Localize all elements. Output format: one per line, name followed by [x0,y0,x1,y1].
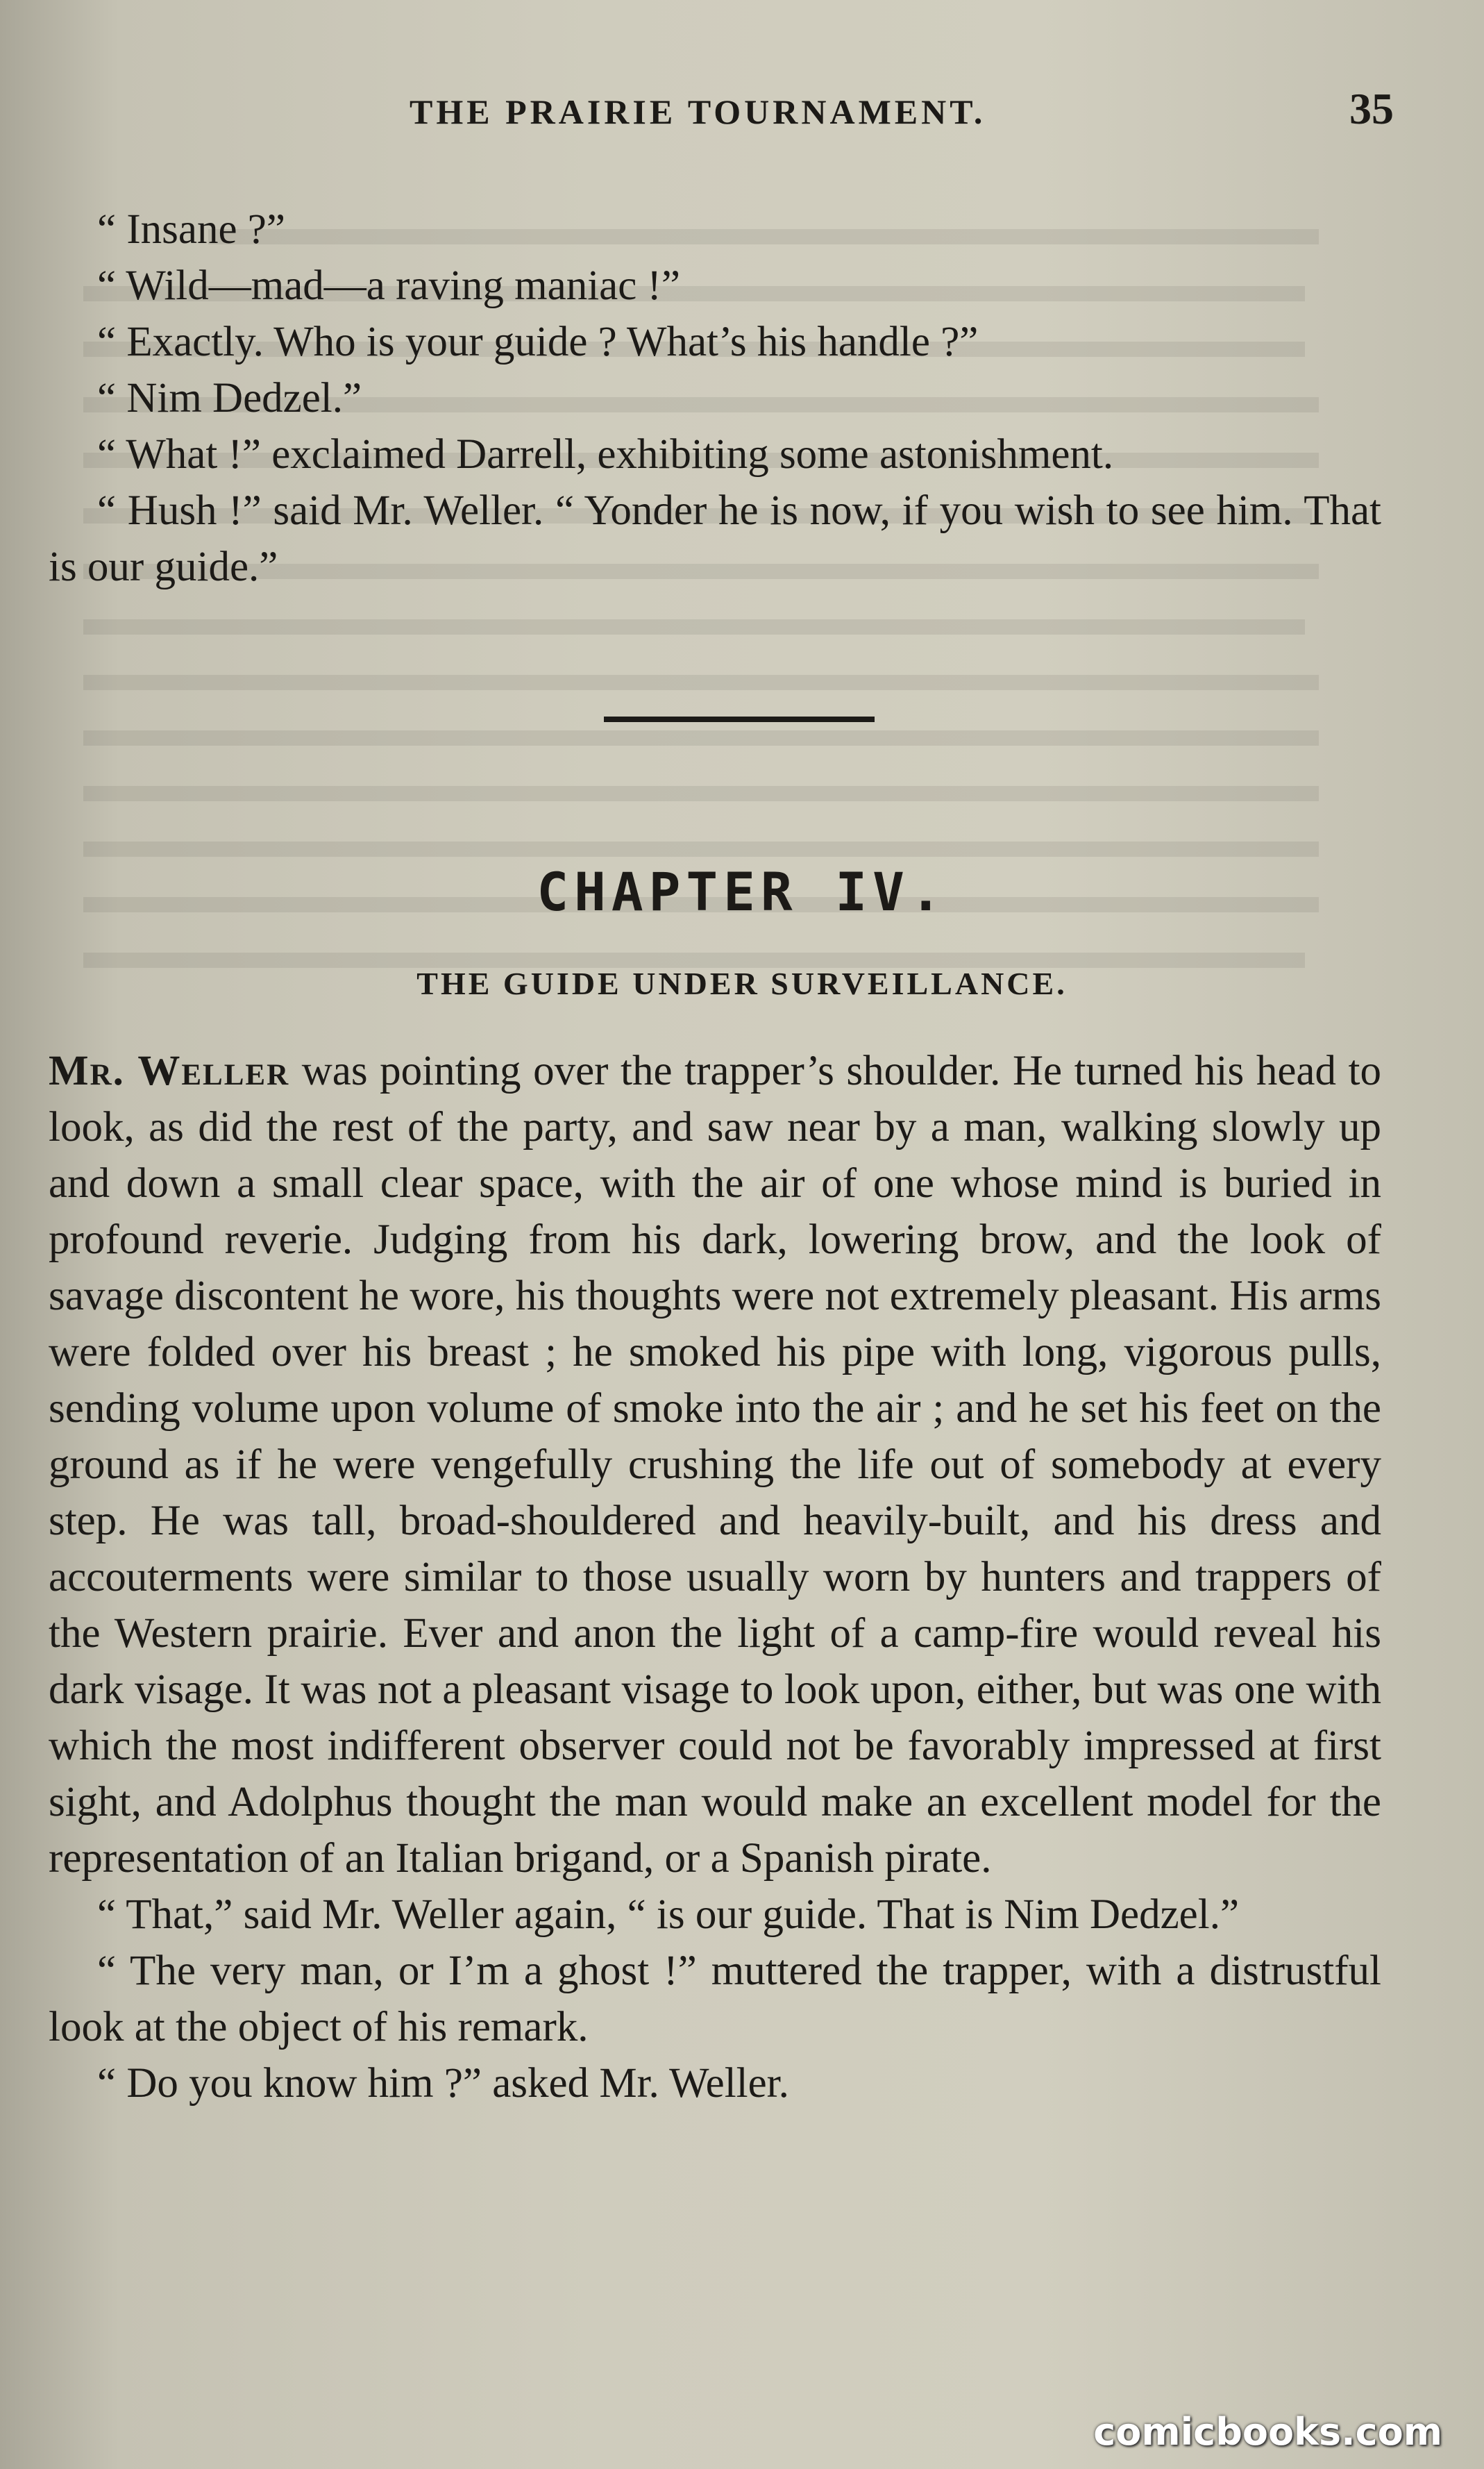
dialogue-line: “ What !” exclaimed Darrell, exhibiting some astonishment. [97,431,1114,478]
running-head [49,83,1394,146]
opening-dialogue [49,201,1381,595]
page-number: 35 [1349,84,1394,133]
first-paragraph [49,1043,1381,1886]
chapter-subtitle: THE GUIDE UNDER SURVEILLANCE. [416,966,1068,1001]
dialogue-line: “ Exactly. Who is your guide ? What’s his handle ?” [97,319,979,365]
section-divider [604,717,875,722]
dialogue-line: “ Wild—mad—a raving maniac !” [97,262,680,309]
dialogue-line: “ That,” said Mr. Weller again, “ is our guide. That is Nim Dedzel.” [97,1891,1240,1938]
lead-in: Mr. Weller [49,1048,290,1094]
watermark: comicbooks.com [1093,2410,1442,2454]
dialogue-line: “ Insane ?” [97,206,285,253]
dialogue-line: “ Do you know him ?” asked Mr. Weller. [97,2060,789,2107]
dialogue-line: “ Nim Dedzel.” [97,375,362,421]
chapter-title: CHAPTER IV. [537,861,947,923]
dialogue-line: “ Hush !” said Mr. Weller. “ Yonder he is now, if you wish to see him. That is our guide.” [49,487,1381,590]
chapter-body [49,1043,1381,2111]
first-paragraph-text: was pointing over the trapper’s shoulder. He turned his head to look, as did the rest of the party, and saw near by a man, walking slowly up and down a small clear space, with the air of one whose mind is buried in profound reverie. Judging from his dark, lowering brow, and the look of savage discontent he wore, his thoughts were not extremely pleasant. His arms were folded over his breast ; he smoked his pipe with long, vigorous pulls, sending volume upon volume of smoke into the air ; and he set his feet on the ground as if he were vengefully crushing the life out of somebody at every step. He was tall, broad-shouldered and heavily-built, and his dress and accouterments were similar to those usually worn by hunters and trappers of the Western prairie. Ever and anon the light of a camp-fire would reveal his dark visage. It was not a pleasant visage to look upon, either, but was one with which the most indifferent observer could not be favorably impressed at first sight, and Adolphus thought the man would make an excellent model for the representation of an Italian brigand, or a Spanish pirate. [49,1048,1381,1882]
running-title: THE PRAIRIE TOURNAMENT. [410,92,986,131]
dialogue-line: “ The very man, or I’m a ghost !” muttered the trapper, with a distrustful look at the object of his remark. [49,1948,1381,2050]
